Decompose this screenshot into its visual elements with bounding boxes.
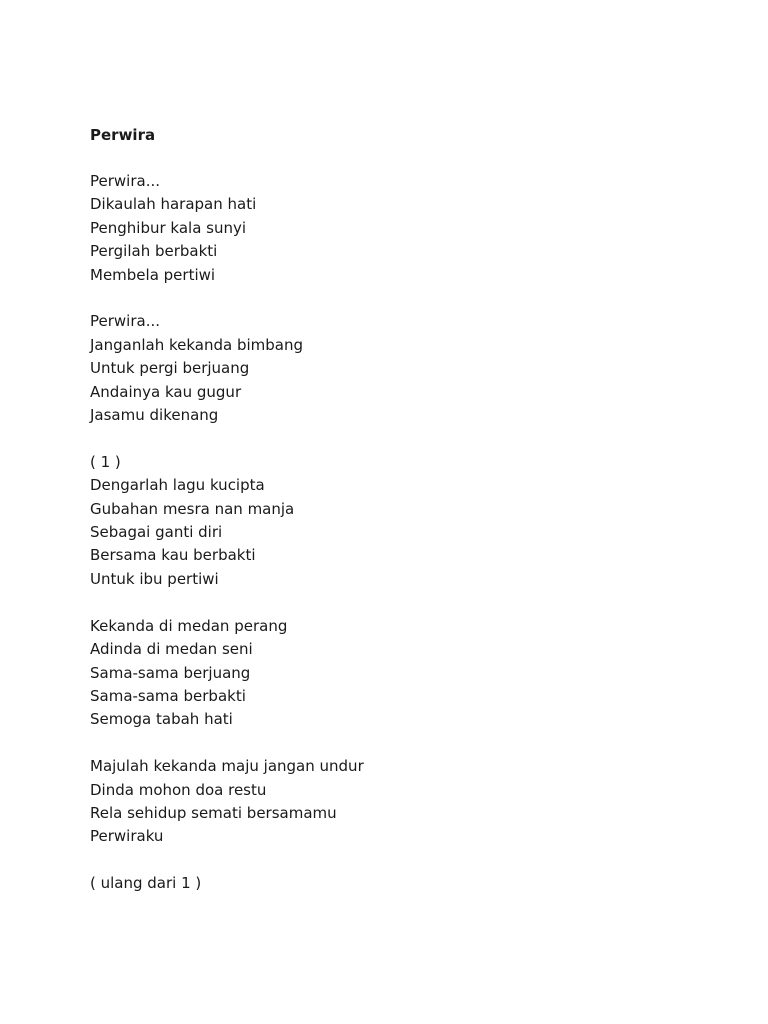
document-title: Perwira (90, 126, 156, 144)
lyric-line: Sama-sama berjuang (90, 663, 251, 682)
lyric-line: Dengarlah lagu kucipta (90, 476, 265, 495)
lyric-line: Andainya kau gugur (90, 382, 242, 401)
lyric-line: Rela sehidup semati bersamamu (90, 803, 337, 822)
lyric-line: Dinda mohon doa restu (90, 780, 267, 799)
lyric-line: Sebagai ganti diri (90, 523, 223, 542)
lyric-line: Penghibur kala sunyi (90, 218, 247, 237)
lyric-line: Jasamu dikenang (90, 406, 219, 425)
stanza-3 (90, 451, 730, 591)
stanza-5 (90, 755, 730, 849)
lyric-line: Janganlah kekanda bimbang (90, 335, 304, 354)
stanza-2 (90, 310, 730, 427)
stanza-4 (90, 615, 730, 732)
lyric-line: Sama-sama berbakti (90, 686, 246, 705)
lyric-line: Perwiraku (90, 827, 164, 846)
lyric-line: Bersama kau berbakti (90, 546, 256, 565)
lyric-line: Perwira... (90, 312, 161, 331)
lyric-line: Pergilah berbakti (90, 242, 218, 261)
lyric-line: Dikaulah harapan hati (90, 195, 257, 214)
lyric-line: Membela pertiwi (90, 265, 216, 284)
lyric-line: ( ulang dari 1 ) (90, 874, 202, 893)
lyric-line: Kekanda di medan perang (90, 616, 288, 635)
lyric-line: Untuk ibu pertiwi (90, 569, 219, 588)
lyric-line: Perwira... (90, 172, 161, 190)
stanza-1 (90, 170, 730, 287)
lyric-line: ( 1 ) (90, 452, 121, 471)
lyric-line: Semoga tabah hati (90, 710, 233, 729)
lyric-line: Untuk pergi berjuang (90, 359, 250, 378)
lyric-line: Adinda di medan seni (90, 640, 253, 659)
stanza-6 (90, 872, 730, 895)
lyric-line: Gubahan mesra nan manja (90, 499, 295, 518)
lyric-line: Majulah kekanda maju jangan undur (90, 757, 364, 776)
document-page (90, 124, 730, 919)
